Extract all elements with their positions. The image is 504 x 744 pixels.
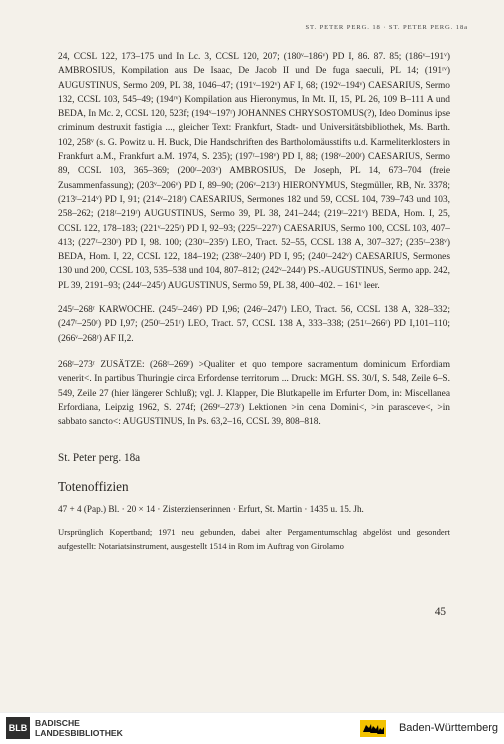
- library-name-line2: LANDESBIBLIOTHEK: [35, 728, 123, 738]
- entry-paragraph-karwoche: 245ʳ–268ʳ KARWOCHE. (245ʳ–246ʳ) PD I,96; (246ʳ–247ʳ) LEO, Tract. 56, CCSL 138 A, 328–332; (247ʳ–250ʳ) PD I,97; (250ʳ–251ʳ) LEO, Tract. 57, CCSL 138 A, 333–338; (251ʳ–266ʳ) PD I,101–110; (266ᵛ–268ʳ) AF II,2.: [58, 305, 450, 344]
- blb-logo-icon[interactable]: BLB: [6, 717, 30, 739]
- running-head: ST. PETER PERG. 18 · ST. PETER PERG. 18a: [305, 24, 468, 31]
- section-title: Totenoffizien: [58, 478, 129, 494]
- library-name-line1: BADISCHE: [35, 718, 80, 728]
- footer-bar: [0, 712, 504, 744]
- document-body: [58, 50, 450, 553]
- entry-paragraph-1: 24, CCSL 122, 173–175 und In Lc. 3, CCSL 120, 207; (180ᵛ–186ᵛ) PD I, 86. 87. 85; (186ᵛ–191ᵛ) AMBROSIUS, Kompilation aus De Isaac, De Jacob II und De fuga saeculi, PL 14; (191ʳᵛ) AUGUSTINUS, Sermo 209, PL 38, 1046–47; (191ᵛ–192ᵛ) AF I, 68; (192ᵛ–194ᵛ) CAESARIUS, Sermo 132, CCSL 103, 545–49; (194ʳᵛ) Kompilation aus Hieronymus, In Mt. II, 15, PL 26, 109 B–111 A und BEDA, In Mc. 2, CCSL 120, 523f; (194ᵛ–197ʳ) JOHANNES CHRYSOSTOMUS(?), Ideo Dominus ipse criminum destruxit fastigia ..., gleicher Text: Frankfurt, Stadt- und Universitätsbibliothek, Ms. Barth. 102, 258ᵛ (s. G. Powitz u. H. Buck, Die Handschriften des Bartholomäusstifts u.d. Karmeliterklosters in Frankfurt a.M., Frankfurt a.M. 1974, S. 235); (197ʳ–198ᵛ) PD I, 88; (198ᵛ–200ʳ) CAESARIUS, Sermo 89, CCSL 103, 365–369; (200ʳ–203ᵛ) AMBROSIUS, De Joseph, PL 14, 673–704 (freie Zusammenfassung); (203ᵛ–206ᵛ) PD I, 89–90; (206ᵛ–213ʳ) HIERONYMUS, Stegmüller, RB, Nr. 3378; (213ʳ–214ᵛ) PD I, 91; (214ᵛ–218ʳ) CAESARIUS, Sermones 182 und 59, CCSL 104, 739–743 und 103, 258–262; (218ʳ–219ʳ) AUGUSTINUS, Sermo 39, PL 38, 241–244; (219ʳ–221ᵛ) BEDA, Hom. I, 25, CCSL 122, 178–183; (221ᵛ–225ʳ) PD I, 92–93; (225ʳ–227ʳ) CAESARIUS, Sermo 100, CCSL 103, 407–413; (227ʳ–230ʳ) PD I, 98. 100; (230ʳ–235ʳ) LEO, Tract. 52–55, CCSL 138 A, 307–327; (235ʳ–238ᵛ) BEDA, Hom. I, 22, CCSL 122, 184–192; (238ᵛ–240ʳ) PD I, 95; (240ʳ–242ᵛ) CAESARIUS, Sermones 130 und 200, CCSL 103, 535–538 und 104, 807–812; (242ᵛ–244ʳ) PS.-AUGUSTINUS, Sermo app. 242, PL 39, 2191–93; (244ʳ–245ʳ) AUGUSTINUS, Sermo 59, PL 38, 400–402. – 161ᵛ leer.: [58, 52, 450, 291]
- binding-description: Ursprünglich Kopertband; 1971 neu gebunden, dabei alter Pergamentumschlag abgelöst und gesondert aufgestellt: Notariatsinstrument, ausgestellt 1514 in Rom im Auftrag von Girolamo: [58, 527, 450, 551]
- state-name[interactable]: Baden-Württemberg: [398, 722, 498, 734]
- library-name[interactable]: [35, 718, 123, 738]
- codicological-meta: 47 + 4 (Pap.) Bl. · 20 × 14 · Zisterzienserinnen · Erfurt, St. Martin · 1435 u. 15. Jh.: [58, 504, 364, 515]
- bw-lions-icon: [360, 720, 386, 737]
- entry-paragraph-zusaetze: 268ʳ–273ʳ ZUSÄTZE: (268ʳ–269ʳ) >Qualiter et quo tempore sacramentum dominicum Erfordiam venerit<. In partibus Thuringie circa Erfordense territorum ... Druck: MGH. SS. 30/I, S. 548, Zeile 6–S. 549, Zeile 27 (hier längerer Schluß); vgl. J. Klapper, Die Blutkapelle im Erfurter Dom, in: Miscellanea Erfordiana, Leipzig 1962, S. 274f; (269ᵛ–273ʳ) Lektionen >in cena Domini<, >in parasceve<, >in sabbato sancto<: AUGUSTINUS, In Ps. 63,2–16, CCSL 39, 808–818.: [58, 359, 450, 428]
- shelfmark-heading: St. Peter perg. 18a: [58, 452, 141, 465]
- page-number: 45: [434, 606, 446, 618]
